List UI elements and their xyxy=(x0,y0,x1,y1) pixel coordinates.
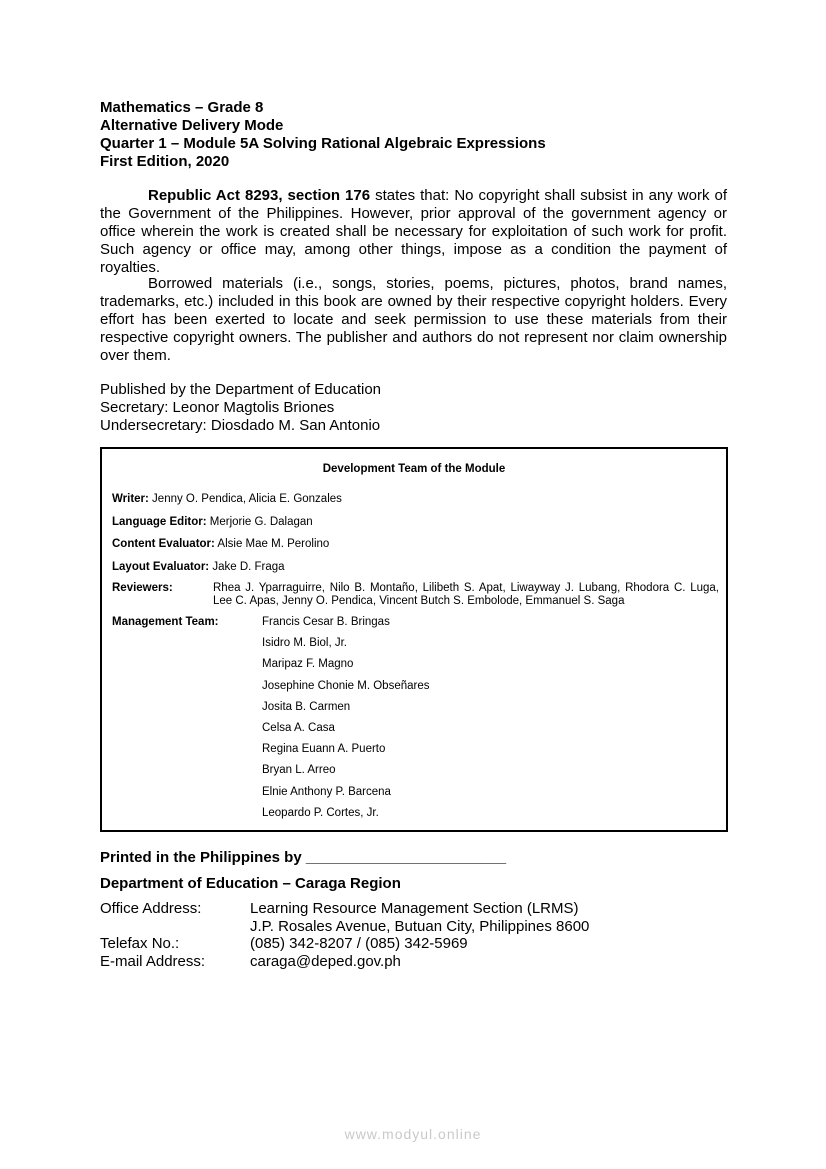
email-value: caraga@deped.gov.ph xyxy=(250,952,401,970)
edition: First Edition, 2020 xyxy=(100,153,230,170)
management-member: Maripaz F. Magno xyxy=(262,658,354,671)
office-address-label: Office Address: xyxy=(100,900,202,917)
reviewers-label: Reviewers: xyxy=(112,582,173,594)
management-member: Celsa A. Casa xyxy=(262,721,335,734)
management-team-list xyxy=(262,616,430,828)
content-evaluator-name: Alsie Mae M. Perolino xyxy=(214,538,330,550)
language-editor-row xyxy=(112,516,313,529)
office-address-line1: Learning Resource Management Section (LRMS) xyxy=(250,900,579,917)
management-member: Isidro M. Biol, Jr. xyxy=(262,637,347,650)
content-evaluator-label: Content Evaluator: xyxy=(112,538,215,550)
management-member: Bryan L. Arreo xyxy=(262,764,336,777)
act-text: states that: No copyright shall subsist in any work of the Government of the Philippines. However, prior approval of the government agency or office wherein the work is created shall be necessary for exploitation of such work for profit. Such agency or office may, among other things, impose as a condition the payment of royalties. xyxy=(100,187,727,276)
layout-evaluator-name: Jake D. Fraga xyxy=(209,561,285,573)
writer-row xyxy=(112,493,342,506)
office-address-line2: J.P. Rosales Avenue, Butuan City, Philippines 8600 xyxy=(250,917,590,935)
act-reference: Republic Act 8293, section 176 xyxy=(148,187,371,204)
management-team-label: Management Team: xyxy=(112,616,219,628)
undersecretary: Undersecretary: Diosdado M. San Antonio xyxy=(100,417,381,434)
printed-in: Printed in the Philippines by ________________________ xyxy=(100,849,507,866)
borrowed-materials-paragraph xyxy=(100,275,727,365)
published-by: Published by the Department of Education xyxy=(100,381,382,398)
module-title: Quarter 1 – Module 5A Solving Rational Algebraic Expressions xyxy=(100,135,546,152)
publication-info xyxy=(100,381,381,435)
management-member: Regina Euann A. Puerto xyxy=(262,743,386,756)
language-editor-label: Language Editor: xyxy=(112,516,207,528)
management-member: Josita B. Carmen xyxy=(262,700,351,713)
borrowed-text: Borrowed materials (i.e., songs, stories, poems, pictures, photos, brand names, trademarks, etc.) included in this book are owned by their respective copyright holders. Every effort has been exerted to locate and seek permission to use these materials from their respective copyright owners. The publisher and authors do not represent nor claim ownership over them. xyxy=(100,275,727,364)
email-label: E-mail Address: xyxy=(100,952,206,970)
development-team-box xyxy=(100,447,728,832)
subject-grade: Mathematics – Grade 8 xyxy=(100,99,264,116)
deped-region: Department of Education – Caraga Region xyxy=(100,875,401,892)
writer-label: Writer: xyxy=(112,493,149,505)
reviewers-names: Rhea J. Yparraguirre, Nilo B. Montaño, Lilibeth S. Apat, Liwayway J. Lubang, Rhodora C. Luga, Lee C. Apas, Jenny O. Pendica, Vincent Butch S. Embolode, Emmanuel S. Saga xyxy=(213,582,719,607)
delivery-mode: Alternative Delivery Mode xyxy=(100,117,284,134)
telefax-value: (085) 342-8207 / (085) 342-5969 xyxy=(250,935,468,952)
content-evaluator-row xyxy=(112,538,329,551)
secretary: Secretary: Leonor Magtolis Briones xyxy=(100,399,335,416)
watermark: www.modyul.online xyxy=(344,1126,482,1142)
language-editor-name: Merjorie G. Dalagan xyxy=(206,516,313,528)
layout-evaluator-row xyxy=(112,561,285,574)
team-heading: Development Team of the Module xyxy=(322,463,506,475)
management-member: Leopardo P. Cortes, Jr. xyxy=(262,806,379,819)
title-block xyxy=(100,99,546,171)
management-member: Elnie Anthony P. Barcena xyxy=(262,785,391,798)
writer-names: Jenny O. Pendica, Alicia E. Gonzales xyxy=(148,493,342,505)
telefax-label: Telefax No.: xyxy=(100,935,180,952)
management-member: Josephine Chonie M. Obseñares xyxy=(262,679,430,692)
copyright-paragraph xyxy=(100,187,727,277)
layout-evaluator-label: Layout Evaluator: xyxy=(112,561,210,573)
management-member: Francis Cesar B. Bringas xyxy=(262,616,390,628)
